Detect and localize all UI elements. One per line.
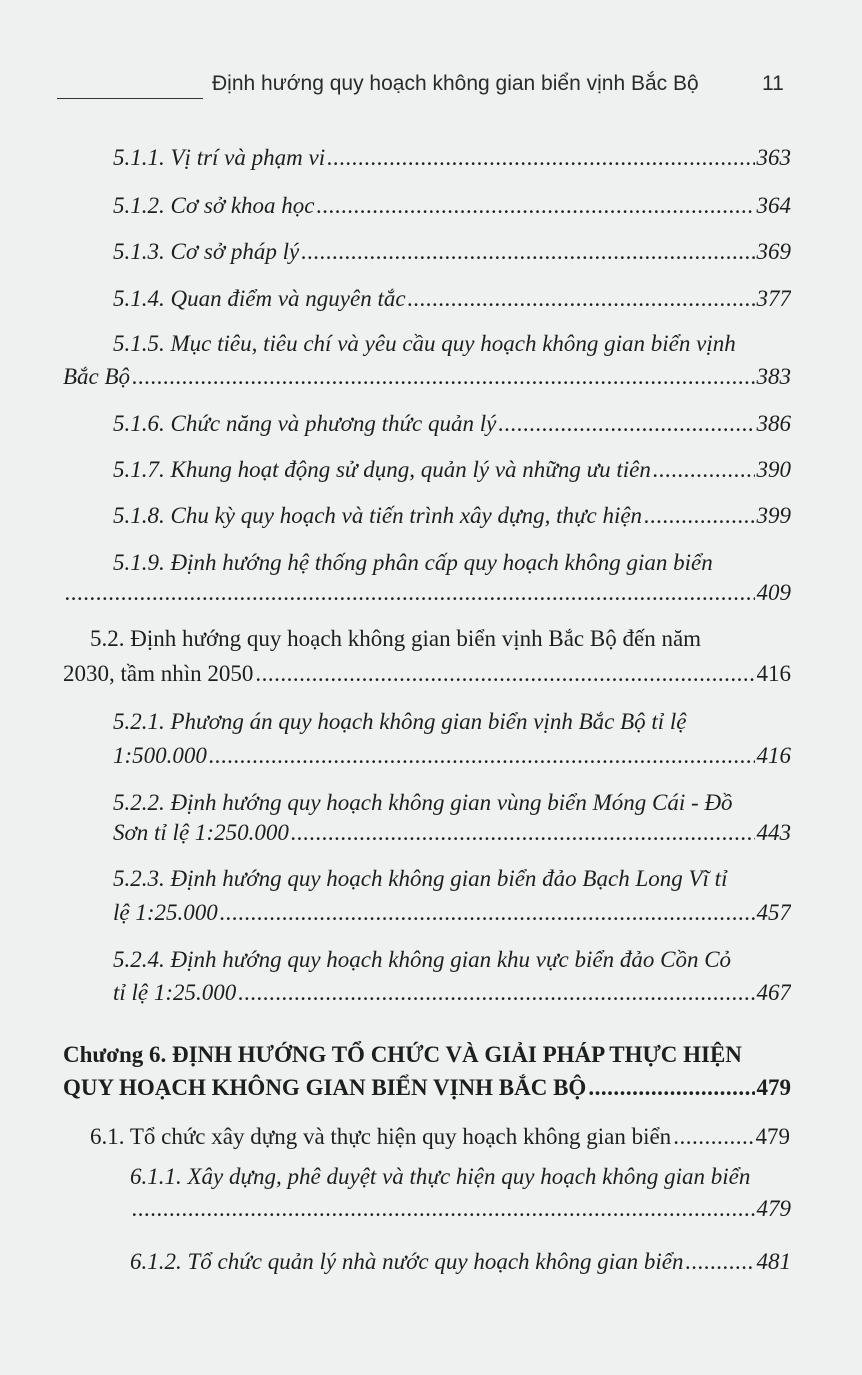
toc-entry-page: 479 [755, 1124, 790, 1149]
toc-entry-page: 390 [756, 457, 791, 482]
toc-entry-5-2-1-line1: 5.2.1. Phương án quy hoạch không gian biển vịnh Bắc Bộ tỉ lệ [113, 709, 687, 734]
toc-entry-6-1-1 [130, 1194, 791, 1224]
leader-dots [132, 362, 754, 392]
toc-entry-page: 369 [756, 239, 791, 264]
toc-chapter-6-line1: Chương 6. ĐỊNH HƯỚNG TỔ CHỨC VÀ GIẢI PHÁP THỰC HIỆN [63, 1042, 742, 1067]
toc-entry-5-1-4 [113, 284, 791, 314]
toc-entry-text: 2030, tầm nhìn 2050 [63, 661, 254, 686]
toc-entry-5-2-3 [113, 898, 791, 928]
toc-entry-text: QUY HOẠCH KHÔNG GIAN BIỂN VỊNH BẮC BỘ [63, 1075, 587, 1100]
toc-entry-5-1-8 [113, 501, 791, 531]
toc-entry-text: 1:500.000 [113, 743, 207, 768]
toc-entry-page: 383 [756, 364, 791, 389]
toc-entry-5-2-4 [113, 978, 791, 1008]
toc-entry-5-1-5 [63, 362, 791, 392]
leader-dots [588, 1073, 754, 1103]
toc-entry-text: 5.1.6. Chức năng và phương thức quản lý [113, 411, 497, 436]
leader-dots [238, 978, 754, 1008]
toc-entry-5-2-line1: 5.2. Định hướng quy hoạch không gian biển vịnh Bắc Bộ đến năm [90, 626, 702, 651]
toc-entry-5-1-3 [113, 237, 791, 267]
toc-entry-5-2-4-line1: 5.2.4. Định hướng quy hoạch không gian khu vực biển đảo Cồn Cỏ [113, 947, 732, 972]
toc-entry-5-2-2 [113, 818, 791, 848]
toc-entry-text: 5.1.7. Khung hoạt động sử dụng, quản lý và những ưu tiên [113, 457, 651, 482]
header-rule [57, 98, 203, 99]
toc-entry-5-1-7 [113, 455, 791, 485]
toc-entry-5-1-1 [113, 143, 791, 173]
toc-entry-page: 386 [756, 411, 791, 436]
leader-dots [498, 409, 754, 439]
toc-entry-page: 416 [756, 743, 791, 768]
toc-entry-text: 5.1.8. Chu kỳ quy hoạch và tiến trình xây dựng, thực hiện [113, 503, 643, 528]
toc-entry-6-1-2 [130, 1247, 791, 1277]
toc-entry-6-1-1-line1: 6.1.1. Xây dựng, phê duyệt và thực hiện quy hoạch không gian biển [130, 1164, 751, 1189]
toc-entry-5-1-2 [113, 191, 791, 221]
toc-entry-6-1 [90, 1122, 790, 1152]
toc-entry-text: 5.1.4. Quan điểm và nguyên tắc [113, 286, 406, 311]
toc-entry-page: 457 [756, 900, 791, 925]
toc-entry-page: 416 [756, 661, 791, 686]
leader-dots [220, 898, 755, 928]
toc-entry-5-1-5-line1: 5.1.5. Mục tiêu, tiêu chí và yêu cầu quy hoạch không gian biển vịnh [113, 331, 736, 356]
toc-entry-5-1-9 [63, 578, 791, 608]
leader-dots [644, 501, 754, 531]
leader-dots [686, 1247, 755, 1277]
leader-dots [408, 284, 755, 314]
toc-entry-page: 443 [756, 820, 791, 845]
toc-entry-page: 481 [756, 1249, 791, 1274]
toc-entry-page: 364 [756, 193, 791, 218]
toc-entry-5-2-1 [113, 741, 791, 771]
toc-entry-text: 5.1.2. Cơ sở khoa học [113, 193, 315, 218]
toc-entry-page: 377 [756, 286, 791, 311]
toc-entry-text: 6.1. Tổ chức xây dựng và thực hiện quy hoạch không gian biển [90, 1124, 672, 1149]
leader-dots [673, 1122, 753, 1152]
leader-dots [255, 659, 754, 689]
toc-entry-text: Sơn tỉ lệ 1:250.000 [113, 820, 289, 845]
toc-entry-page: 479 [756, 1075, 791, 1100]
toc-entry-page: 467 [756, 980, 791, 1005]
page-number: 11 [762, 72, 784, 95]
toc-entry-text: 6.1.2. Tổ chức quản lý nhà nước quy hoạch không gian biển [130, 1249, 684, 1274]
toc-entry-5-1-6 [113, 409, 791, 439]
leader-dots [291, 818, 755, 848]
toc-entry-5-2-2-line1: 5.2.2. Định hướng quy hoạch không gian vùng biển Móng Cái - Đồ [113, 790, 733, 815]
toc-entry-text: 5.1.3. Cơ sở pháp lý [113, 239, 300, 264]
toc-entry-5-2-3-line1: 5.2.3. Định hướng quy hoạch không gian biển đảo Bạch Long Vĩ tỉ [113, 866, 728, 891]
leader-dots [132, 1194, 755, 1224]
toc-entry-page: 409 [756, 580, 791, 605]
toc-entry-5-2 [63, 659, 791, 689]
leader-dots [209, 741, 755, 771]
leader-dots [327, 143, 754, 173]
leader-dots [301, 237, 754, 267]
toc-entry-text: 5.1.1. Vị trí và phạm vi [113, 145, 326, 170]
leader-dots [653, 455, 755, 485]
leader-dots [65, 578, 755, 608]
running-header-title: Định hướng quy hoạch không gian biển vịnh Bắc Bộ [212, 72, 699, 95]
toc-entry-text: tỉ lệ 1:25.000 [113, 980, 237, 1005]
toc-entry-page: 399 [756, 503, 791, 528]
leader-dots [317, 191, 755, 221]
toc-chapter-6 [63, 1073, 791, 1103]
toc-entry-5-1-9-line1: 5.1.9. Định hướng hệ thống phân cấp quy hoạch không gian biển [113, 550, 713, 575]
toc-entry-page: 363 [756, 145, 791, 170]
toc-entry-text: lệ 1:25.000 [113, 900, 218, 925]
toc-entry-page: 479 [756, 1196, 791, 1221]
toc-entry-text: Bắc Bộ [63, 364, 131, 389]
